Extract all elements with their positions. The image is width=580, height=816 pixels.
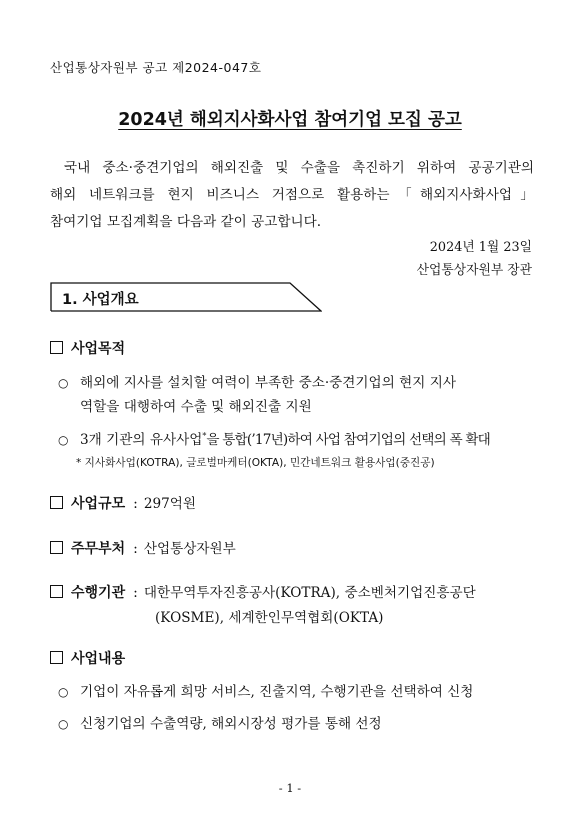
intro-line-1: 국내 중소·중견기업의 해외진출 및 수출을 촉진하기 위하여 공공기관의 [64, 160, 534, 176]
content-bullet-1 [58, 680, 473, 700]
dept-row [50, 537, 236, 558]
issuer: 산업통상자원부 장관 [416, 263, 532, 278]
purpose-bullet-2-post: 을 통합(’17년)하여 사업 참여기업의 선택의 폭 확대 [206, 432, 490, 448]
section-1-label: 1. 사업개요 [62, 292, 139, 308]
checkbox-square-icon [50, 496, 63, 509]
checkbox-square-icon [50, 541, 63, 554]
purpose-bullet-1-line-1: 해외에 지사를 설치할 여력이 부족한 중소·중견기업의 현지 지사 [80, 375, 456, 391]
page-number: - 1 - [278, 781, 302, 795]
circle-bullet-icon: ○ [58, 717, 69, 731]
circle-bullet-icon: ○ [58, 685, 69, 699]
purpose-heading [50, 338, 125, 358]
agency-colon: : [133, 585, 138, 601]
dept-heading-label: 주무부처 [71, 541, 126, 557]
issue-date: 2024년 1월 23일 [429, 240, 532, 255]
purpose-bullet-1 [58, 371, 530, 391]
checkbox-square-icon [50, 341, 63, 354]
purpose-bullet-2 [58, 428, 490, 448]
document-title-row [0, 106, 580, 131]
purpose-bullet-1-line-2: 역할을 대행하여 수출 및 해외진출 지원 [80, 399, 312, 415]
scale-row [50, 492, 196, 513]
scale-value: 297억원 [143, 496, 197, 512]
checkbox-square-icon [50, 585, 63, 598]
purpose-footnote: * 지사화사업(KOTRA), 글로벌마케터(OKTA), 민간네트워크 활용사업(중진공) [76, 457, 435, 469]
document-title: 2024년 해외지사화사업 참여기업 모집 공고 [118, 110, 462, 130]
agency-value-line-2: (KOSME), 세계한인무역협회(OKTA) [155, 610, 384, 626]
scale-heading-label: 사업규모 [71, 496, 126, 512]
agency-line-2-row [155, 606, 383, 626]
circle-bullet-icon: ○ [58, 433, 69, 447]
checkbox-square-icon [50, 651, 63, 664]
section-1-header [50, 282, 322, 312]
dept-colon: : [133, 541, 138, 557]
agency-row [50, 581, 476, 602]
agency-heading-label: 수행기관 [71, 585, 126, 601]
dept-value: 산업통상자원부 [143, 541, 236, 557]
purpose-bullet-2-pre: 3개 기관의 유사사업 [80, 432, 203, 448]
intro-line-3: 참여기업 모집계획을 다음과 같이 공고합니다. [50, 214, 322, 230]
notice-number: 산업통상자원부 공고 제2024-047호 [50, 60, 262, 75]
purpose-heading-label: 사업목적 [71, 341, 126, 357]
content-bullet-1-text: 기업이 자유롭게 희망 서비스, 진출지역, 수행기관을 선택하여 신청 [80, 684, 474, 700]
content-bullet-2-text: 신청기업의 수출역량, 해외시장성 평가를 통해 선정 [80, 716, 382, 732]
content-bullet-2 [58, 712, 382, 732]
intro-line-2: 해외 네트워크를 현지 비즈니스 거점으로 활용하는「해외지사화사업」 [50, 187, 534, 203]
scale-colon: : [133, 496, 138, 512]
circle-bullet-icon: ○ [58, 376, 69, 390]
agency-value-line-1: 대한무역투자진흥공사(KOTRA), 중소벤처기업진흥공단 [143, 585, 476, 601]
content-heading [50, 648, 125, 668]
footnote-marker: * [202, 431, 207, 441]
content-heading-label: 사업내용 [71, 651, 126, 667]
